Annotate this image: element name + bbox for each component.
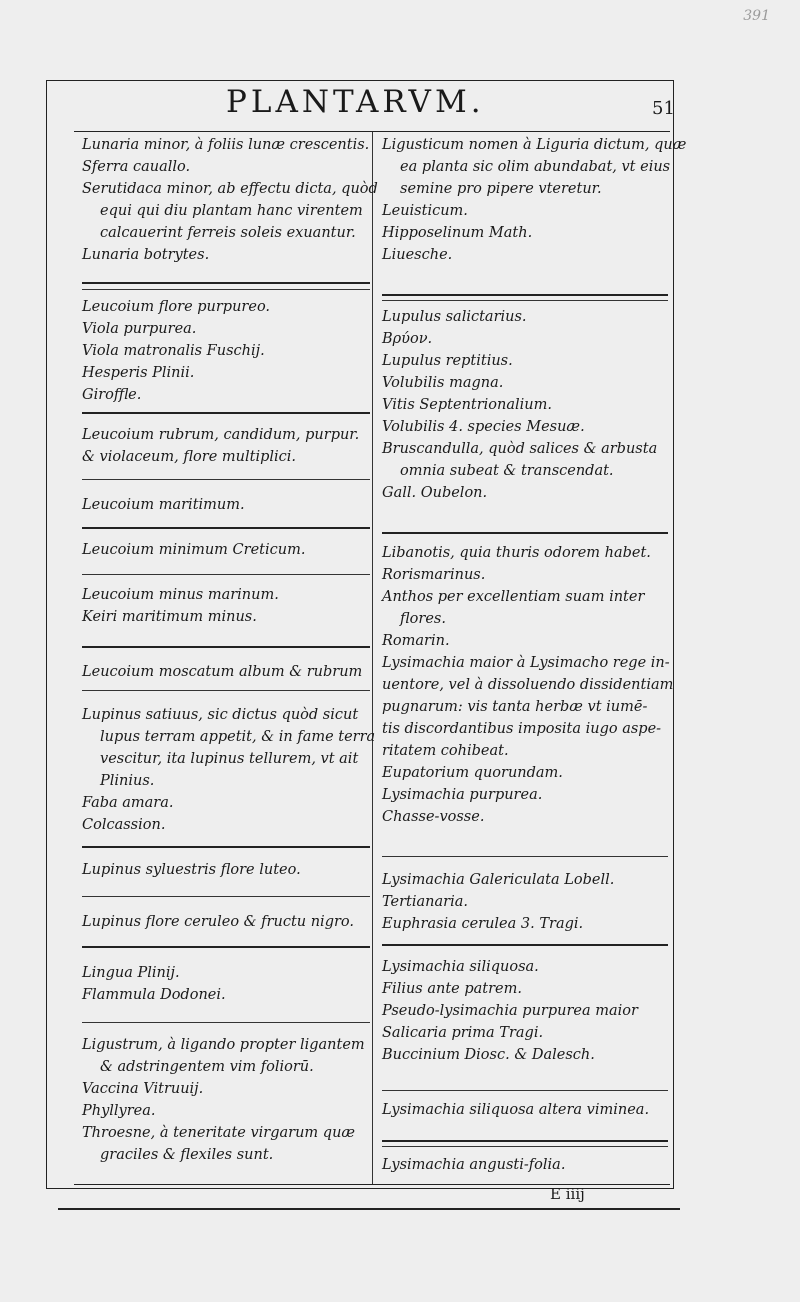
separator-rule: [382, 1090, 668, 1091]
entry-group: [82, 661, 370, 683]
entry-line: Lunaria minor, à foliis lunæ crescentis.: [82, 137, 370, 153]
column-divider: [372, 132, 373, 1184]
entry-line: Serutidaca minor, ab effectu dicta, quòd: [82, 181, 378, 197]
entry-line: ea planta sic olim abundabat, vt eius: [400, 159, 671, 175]
entry-line: Viola purpurea.: [82, 321, 197, 337]
separator-rule: [382, 294, 668, 296]
entry-line: Lupulus salictarius.: [382, 309, 527, 325]
entry-group: [82, 296, 370, 406]
entry-line: uentore, vel à dissoluendo dissidentiam: [382, 677, 674, 693]
entry-line: Lysimachia angusti-folia.: [382, 1157, 566, 1173]
separator-rule: [82, 574, 370, 575]
entry-group: [382, 306, 668, 504]
entry-group: [82, 424, 370, 468]
entry-line: Faba amara.: [82, 795, 174, 811]
entry-line: Colcassion.: [82, 817, 166, 833]
entry-group: [82, 1034, 370, 1166]
entry-line: Lupinus syluestris flore luteo.: [82, 862, 301, 878]
entry-group: [382, 1099, 668, 1121]
entry-line: Vitis Septentrionalium.: [382, 397, 552, 413]
entry-line: Viola matronalis Fuschij.: [82, 343, 265, 359]
signature-mark: E iiij: [550, 1185, 585, 1203]
entry-line: Hesperis Plinii.: [82, 365, 195, 381]
entry-group: [82, 704, 376, 836]
entry-line: vescitur, ita lupinus tellurem, vt ait: [100, 751, 359, 767]
entry-line: Hipposelinum Math.: [382, 225, 533, 241]
entry-line: Lysimachia Galericulata Lobell.: [382, 872, 615, 888]
separator-rule: [82, 1022, 370, 1023]
entry-group: [82, 859, 370, 881]
entry-line: Sferra cauallo.: [82, 159, 191, 175]
entry-line: ritatem cohibeat.: [382, 743, 509, 759]
entry-line: tis discordantibus imposita iugo aspe-: [382, 721, 662, 737]
entry-line: Flammula Dodonei.: [82, 987, 226, 1003]
entry-line: graciles & flexiles sunt.: [100, 1147, 274, 1163]
entry-line: Leucoium flore purpureo.: [82, 299, 271, 315]
entry-line: Eupatorium quorundam.: [382, 765, 563, 781]
entry-line: & adstringentem vim foliorū.: [100, 1059, 314, 1075]
entry-line: Ligusticum nomen à Liguria dictum, quæ: [382, 137, 687, 153]
separator-rule: [82, 946, 370, 948]
separator-rule: [82, 896, 370, 897]
separator-rule: [82, 412, 370, 414]
entry-line: Bruscandulla, quòd salices & arbusta: [382, 441, 658, 457]
entry-line: Volubilis magna.: [382, 375, 504, 391]
separator-rule: [382, 532, 668, 534]
entry-line: Euphrasia cerulea 3. Tragi.: [382, 916, 584, 932]
corner-mark: 391: [743, 8, 770, 24]
entry-line: Gall. Oubelon.: [382, 485, 488, 501]
separator-rule: [82, 527, 370, 529]
entry-line: Lupinus satiuus, sic dictus quòd sicut: [82, 707, 359, 723]
entry-line: Throesne, à teneritate virgarum quæ: [82, 1125, 356, 1141]
entry-line: Lysimachia siliquosa altera viminea.: [382, 1102, 650, 1118]
entry-line: Vaccina Vitruuij.: [82, 1081, 204, 1097]
entry-line: Leucoium rubrum, candidum, purpur.: [82, 427, 360, 443]
entry-line: Salicaria prima Tragi.: [382, 1025, 544, 1041]
entry-group: [82, 962, 370, 1006]
entry-group: [82, 494, 370, 516]
entry-line: Chasse-vosse.: [382, 809, 485, 825]
entry-line: Phyllyrea.: [82, 1103, 156, 1119]
entry-line: Lingua Plinij.: [82, 965, 180, 981]
entry-line: Tertianaria.: [382, 894, 468, 910]
entry-group: [82, 911, 370, 933]
entry-line: Giroffle.: [82, 387, 142, 403]
separator-rule: [382, 1146, 668, 1147]
separator-rule: [382, 300, 668, 301]
entry-line: & violaceum, flore multiplici.: [82, 449, 297, 465]
separator-rule: [82, 646, 370, 648]
entry-line: Lysimachia purpurea.: [382, 787, 543, 803]
separator-rule: [82, 690, 370, 691]
entry-line: Anthos per excellentiam suam inter: [382, 589, 645, 605]
entry-line: pugnarum: vis tanta herbæ vt iumē-: [382, 699, 648, 715]
entry-line: Rorismarinus.: [382, 567, 486, 583]
entry-line: Lupinus flore ceruleo & fructu nigro.: [82, 914, 354, 930]
separator-rule: [382, 944, 668, 946]
entry-line: Lysimachia siliquosa.: [382, 959, 539, 975]
entry-line: Leucoium minimum Creticum.: [82, 542, 306, 558]
entry-line: flores.: [400, 611, 446, 627]
entry-line: Lysimachia maior à Lysimacho rege in-: [382, 655, 670, 671]
entry-line: Volubilis 4. species Mesuæ.: [382, 419, 585, 435]
separator-rule: [82, 289, 370, 290]
entry-line: Lunaria botrytes.: [82, 247, 210, 263]
page-bottom-rule: [58, 1208, 680, 1210]
separator-rule: [82, 479, 370, 480]
entry-group: [382, 134, 687, 266]
entry-line: Buccinium Diosc. & Dalesch.: [382, 1047, 595, 1063]
entry-group: [382, 1154, 668, 1176]
entry-line: Βρύον.: [382, 331, 433, 347]
entry-group: [382, 869, 668, 935]
entry-line: Leucoium maritimum.: [82, 497, 245, 513]
entry-line: Keiri maritimum minus.: [82, 609, 257, 625]
separator-rule: [382, 856, 668, 857]
separator-rule: [82, 282, 370, 284]
entry-line: Ligustrum, à ligando propter ligantem: [82, 1037, 365, 1053]
entry-group: [82, 584, 370, 628]
entry-group: [382, 542, 674, 828]
entry-line: Liuesche.: [382, 247, 453, 263]
separator-rule: [382, 1140, 668, 1142]
entry-line: semine pro pipere vteretur.: [400, 181, 602, 197]
entry-group: [82, 134, 378, 266]
entry-line: Leucoium minus marinum.: [82, 587, 279, 603]
entry-line: lupus terram appetit, & in fame terra: [100, 729, 376, 745]
entry-line: Leuisticum.: [382, 203, 468, 219]
entry-line: calcauerint ferreis soleis exuantur.: [100, 225, 356, 241]
page-title: PLANTARVM.: [226, 84, 485, 120]
entry-line: Romarin.: [382, 633, 450, 649]
entry-group: [382, 956, 668, 1066]
page-number: 51: [652, 98, 675, 119]
entry-line: Leucoium moscatum album & rubrum: [82, 664, 363, 680]
entry-line: Pseudo-lysimachia purpurea maior: [382, 1003, 638, 1019]
entry-line: Lupulus reptitius.: [382, 353, 513, 369]
entry-line: equi qui diu plantam hanc virentem: [100, 203, 363, 219]
entry-line: Libanotis, quia thuris odorem habet.: [382, 545, 651, 561]
separator-rule: [82, 846, 370, 848]
entry-line: Filius ante patrem.: [382, 981, 522, 997]
entry-line: Plinius.: [100, 773, 155, 789]
entry-group: [82, 539, 370, 561]
entry-line: omnia subeat & transcendat.: [400, 463, 614, 479]
